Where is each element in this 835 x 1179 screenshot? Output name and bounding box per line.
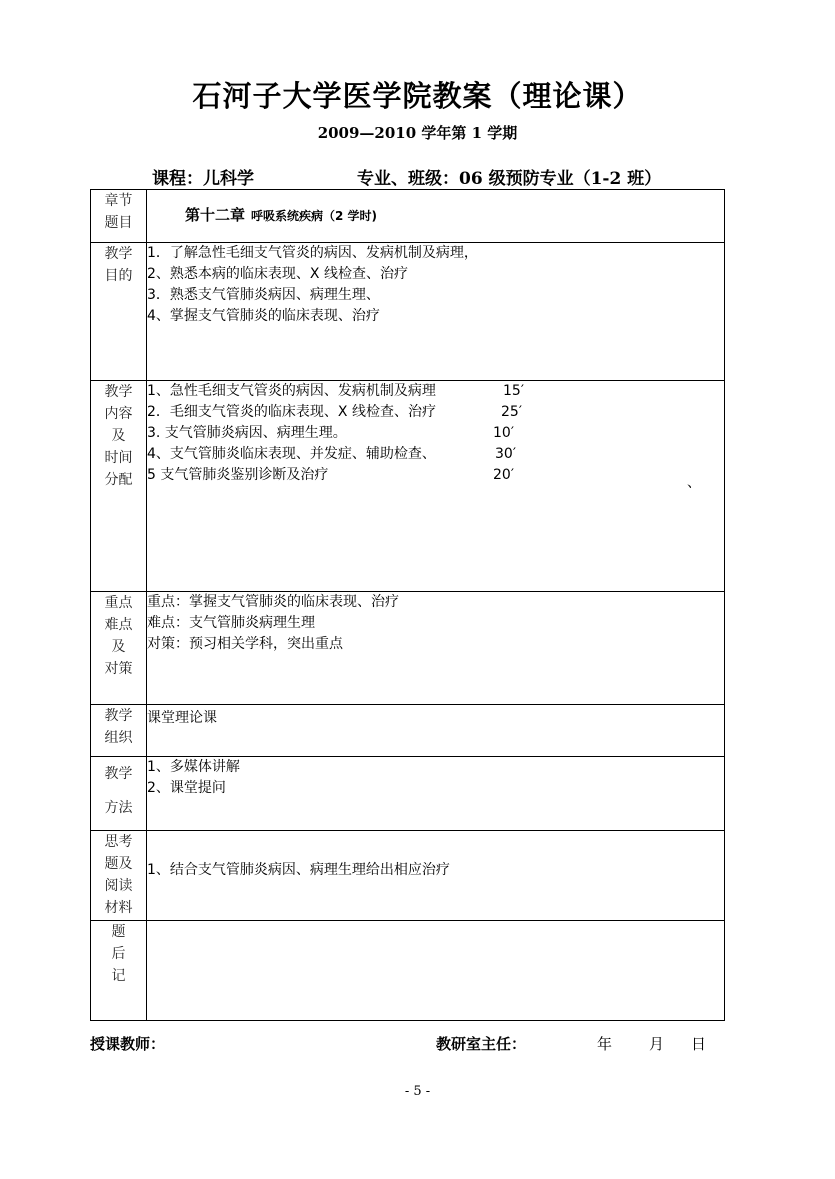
method-line: 2、课堂提问 — [147, 780, 226, 796]
content-item-time: 30′ — [495, 446, 516, 462]
reading-cell[interactable] — [147, 831, 725, 921]
key-point-line: 重点：掌握支气管肺炎的临床表现、治疗 — [147, 594, 399, 610]
label-chapter — [91, 190, 147, 243]
label-line: 题目 — [104, 215, 133, 231]
objective-line: 2、熟悉本病的临床表现、X 线检查、治疗 — [147, 266, 408, 282]
organization-cell[interactable] — [147, 705, 725, 757]
label-line: 难点 — [104, 617, 133, 633]
term-subtitle: 2009—2010 学年第 1 学期 — [317, 124, 518, 142]
content-item-text: 3. 支气管肺炎病因、病理生理。 — [147, 425, 347, 441]
chapter-title — [147, 206, 377, 224]
objective-line: 3．熟悉支气管肺炎病因、病理生理、 — [147, 287, 380, 303]
organization-text: 课堂理论课 — [147, 710, 217, 726]
label-line: 材料 — [104, 900, 133, 916]
content-item — [147, 465, 724, 486]
chapter-number: 第十二章 — [185, 206, 246, 224]
content-item — [147, 423, 724, 444]
label-line: 方法 — [104, 800, 133, 816]
date-year: 年 — [597, 1035, 613, 1053]
label-line: 分配 — [104, 472, 133, 488]
lesson-plan-table — [90, 189, 725, 1021]
label-line: 时间 — [104, 450, 133, 466]
content-item — [147, 402, 724, 423]
label-objectives — [91, 243, 147, 381]
label-line: 组织 — [104, 730, 133, 746]
row-objectives — [91, 243, 725, 381]
label-key-points — [91, 592, 147, 705]
row-content — [91, 381, 725, 592]
row-notes — [91, 921, 725, 1021]
label-method — [91, 757, 147, 831]
method-line: 1、多媒体讲解 — [147, 759, 240, 775]
row-organization — [91, 705, 725, 757]
objective-line: 4、掌握支气管肺炎的临床表现、治疗 — [147, 308, 380, 324]
content-item-time: 15′ — [503, 383, 524, 399]
content-item-time: 25′ — [501, 404, 522, 420]
row-chapter — [91, 190, 725, 243]
label-line: 思考 — [104, 834, 133, 850]
label-line: 教学 — [104, 384, 133, 400]
content-cell[interactable] — [147, 381, 725, 592]
row-reading — [91, 831, 725, 921]
label-line: 目的 — [104, 268, 133, 284]
page-title: 石河子大学医学院教案（理论课） — [192, 79, 643, 113]
teacher-label: 授课教师： — [90, 1035, 166, 1053]
content-item-time: 10′ — [493, 425, 514, 441]
label-line: 重点 — [104, 595, 133, 611]
label-notes — [91, 921, 147, 1021]
content-item-text: 2．毛细支气管炎的临床表现、X 线检查、治疗 — [147, 404, 436, 420]
label-line: 阅读 — [104, 878, 133, 894]
content-item-text: 5 支气管肺炎鉴别诊断及治疗 — [147, 467, 329, 483]
objectives-cell[interactable] — [147, 243, 725, 381]
label-line: 题及 — [104, 856, 133, 872]
stray-mark: 、 — [687, 475, 701, 491]
course-name: 课程：儿科学 — [152, 169, 254, 189]
director-label: 教研室主任： — [436, 1035, 527, 1053]
label-line: 教学 — [104, 708, 133, 724]
label-line: 记 — [111, 968, 126, 984]
strategy-line: 对策：预习相关学科，突出重点 — [147, 636, 343, 652]
notes-cell[interactable] — [147, 921, 725, 1021]
row-method — [91, 757, 725, 831]
key-points-cell[interactable] — [147, 592, 725, 705]
date-day: 日 — [691, 1035, 707, 1053]
content-item — [147, 444, 724, 465]
label-line: 及 — [111, 639, 126, 655]
label-reading — [91, 831, 147, 921]
row-key-points — [91, 592, 725, 705]
label-line: 对策 — [104, 661, 133, 677]
label-line: 后 — [111, 946, 126, 962]
major-class: 专业、班级：06 级预防专业（1-2 班） — [357, 169, 662, 189]
method-cell[interactable] — [147, 757, 725, 831]
label-organization — [91, 705, 147, 757]
page-number: - 5 - — [404, 1084, 431, 1099]
reading-text: 1、结合支气管肺炎病因、病理生理给出相应治疗 — [147, 862, 450, 878]
chapter-cell[interactable] — [147, 190, 725, 243]
label-line: 题 — [111, 924, 126, 940]
difficulty-line: 难点：支气管肺炎病理生理 — [147, 615, 315, 631]
content-item-time: 20′ — [493, 467, 514, 483]
label-line: 章节 — [104, 193, 133, 209]
objective-line: 1．了解急性毛细支气管炎的病因、发病机制及病理， — [147, 245, 478, 261]
label-line: 及 — [111, 428, 126, 444]
date-month: 月 — [649, 1035, 665, 1053]
content-item-text: 1、急性毛细支气管炎的病因、发病机制及病理 — [147, 383, 436, 399]
content-item — [147, 381, 724, 402]
label-line: 教学 — [104, 766, 133, 782]
chapter-subtitle: 呼吸系统疾病（2 学时) — [251, 209, 378, 223]
label-line: 教学 — [104, 246, 133, 262]
label-content — [91, 381, 147, 592]
label-line: 内容 — [104, 406, 133, 422]
content-item-text: 4、支气管肺炎临床表现、并发症、辅助检查、 — [147, 446, 436, 462]
